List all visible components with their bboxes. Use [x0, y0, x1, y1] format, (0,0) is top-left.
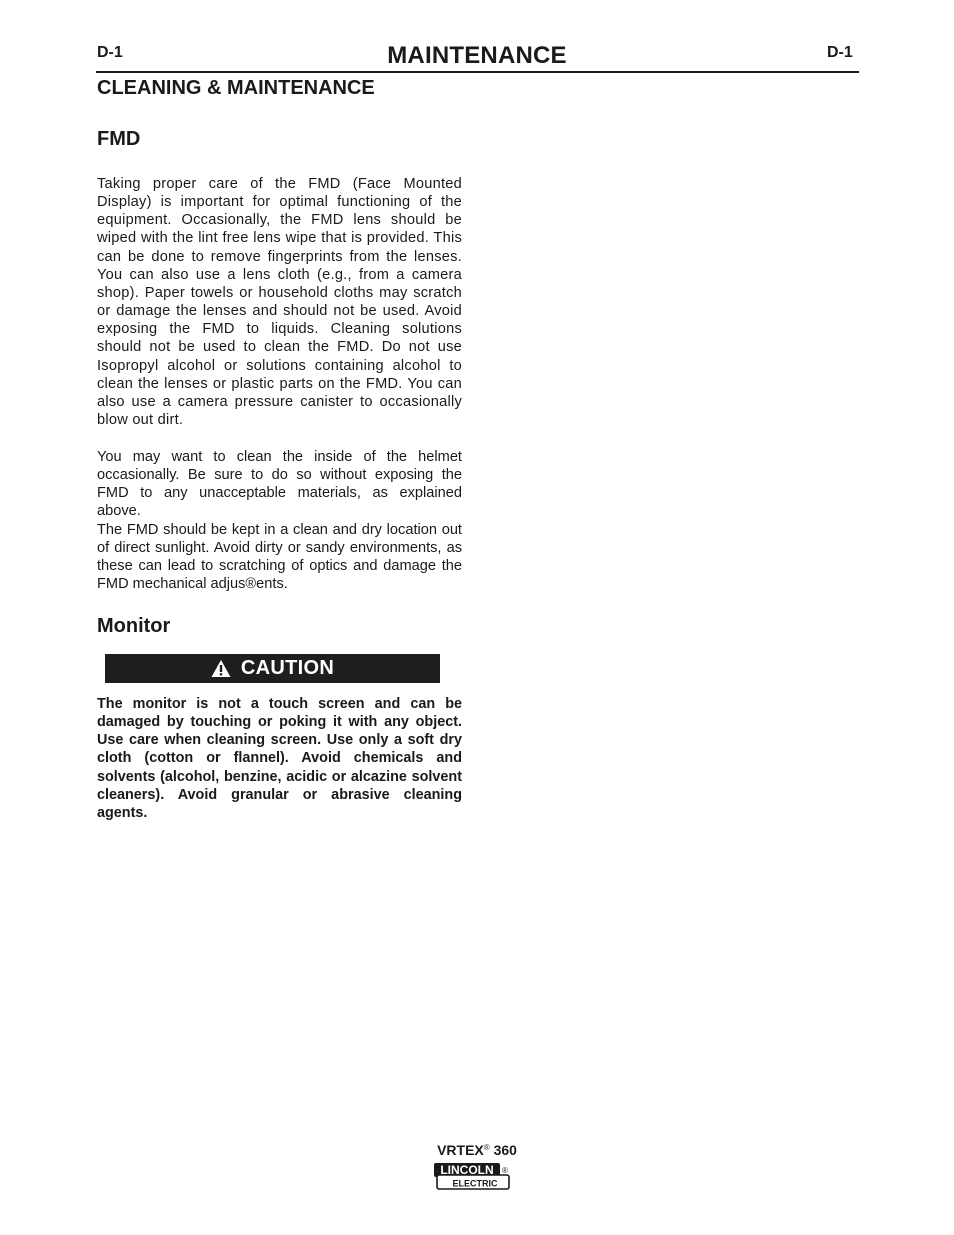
page-title: MAINTENANCE: [387, 42, 567, 69]
caution-banner: [105, 654, 440, 683]
lincoln-electric-logo-icon: [433, 1162, 513, 1191]
logo-bottom-text: ELECTRIC: [452, 1178, 498, 1189]
model-name-text: VRTEX: [437, 1142, 484, 1158]
caution-label: CAUTION: [240, 657, 335, 679]
lincoln-electric-logo: [433, 1162, 513, 1196]
logo-top-text: LINCOLN: [440, 1163, 494, 1178]
warning-triangle-icon: [211, 659, 231, 678]
fmd-heading: FMD: [97, 128, 141, 150]
caution-text: The monitor is not a touch screen and can be damaged by touching or poking it with any object. Use care when cleaning screen. Use only a soft dry cloth (cotton or flannel). Avoid chemicals and solvents (alcohol, benzine, acidic or alcazine solvent cleaners). Avoid granular or abrasive cleaning agents.: [97, 696, 462, 821]
page-code-right: D-1: [827, 44, 853, 61]
model-name: [0, 1142, 954, 1158]
model-registered-mark: ®: [483, 1143, 490, 1152]
monitor-heading: Monitor: [97, 615, 171, 637]
fmd-paragraph-2: You may want to clean the inside of the helmet occasionally. Be sure to do so without exposing the FMD to any unacceptable materials, as explained above.: [97, 449, 462, 520]
section-heading: CLEANING & MAINTENANCE: [97, 77, 375, 99]
logo-registered-mark: ®: [502, 1166, 508, 1175]
fmd-paragraph-1: Taking proper care of the FMD (Face Mounted Display) is important for optimal functioning of the equipment. Occasionally, the FMD lens should be wiped with the lint free lens wipe that is provided. This can be done to remove fingerprints from the lenses. You can also use a lens cloth (e.g., from a camera shop). Paper towels or household cloths may scratch or damage the lenses and should not be used. Avoid exposing the FMD to liquids. Cleaning solutions should not be used to clean the FMD. Do not use Isopropyl alcohol or solutions containing alcohol to clean the lenses or plastic parts on the FMD. You can also use a camera pressure canister to occasionally blow out dirt.: [97, 176, 462, 429]
model-number: 360: [493, 1142, 517, 1158]
header-rule: [96, 71, 859, 73]
page-code-left: D-1: [97, 44, 123, 61]
fmd-paragraph-3: The FMD should be kept in a clean and dry location out of direct sunlight. Avoid dirty or sandy environments, as these can lead to scratching of optics and damage the FMD mechanical adjus®ents.: [97, 522, 462, 593]
